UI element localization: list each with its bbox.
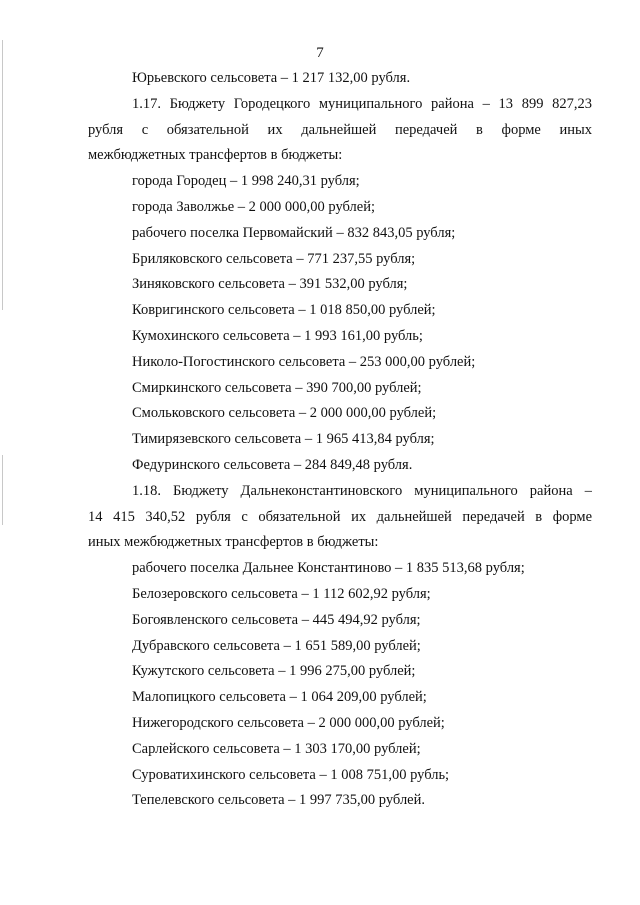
- list-item: Ковригинского сельсовета – 1 018 850,00 рублей;: [132, 302, 436, 319]
- section-1-18-list: [88, 556, 592, 814]
- section-1-18-line-1: 1.18. Бюджету Дальнеконстантиновского муниципального района –: [132, 482, 592, 499]
- section-1-17-line-3: межбюджетных трансфертов в бюджеты:: [88, 147, 343, 164]
- section-1-17-line-2: рубля с обязательной их дальнейшей передачей в форме иных: [88, 121, 592, 138]
- list-item: Сарлейского сельсовета – 1 303 170,00 рублей;: [132, 740, 421, 757]
- section-1-17-list: [88, 169, 592, 479]
- list-item: Зиняковского сельсовета – 391 532,00 рубля;: [132, 276, 408, 293]
- section-1-18-line-2: 14 415 340,52 рубля с обязательной их дальнейшей передачей в форме: [88, 508, 592, 525]
- list-item: города Заволжье – 2 000 000,00 рублей;: [132, 198, 376, 215]
- list-item: Кужутского сельсовета – 1 996 275,00 рублей;: [132, 663, 416, 680]
- list-item: Смольковского сельсовета – 2 000 000,00 рублей;: [132, 405, 437, 422]
- list-item: Николо-Погостинского сельсовета – 253 000,00 рублей;: [132, 353, 476, 370]
- list-item: Бриляковского сельсовета – 771 237,55 рубля;: [132, 250, 416, 267]
- list-item: Тимирязевского сельсовета – 1 965 413,84 рубля;: [132, 431, 435, 448]
- list-item: Кумохинского сельсовета – 1 993 161,00 рубль;: [132, 327, 423, 344]
- continuation-line: Юрьевского сельсовета – 1 217 132,00 рубля.: [132, 70, 411, 86]
- section-1-18: [88, 479, 592, 814]
- page-number: 7: [316, 45, 324, 61]
- section-1-18-line-3: иных межбюджетных трансфертов в бюджеты:: [88, 534, 379, 551]
- list-item: города Городец – 1 998 240,31 рубля;: [132, 173, 360, 190]
- list-item: рабочего поселка Первомайский – 832 843,05 рубля;: [132, 224, 456, 241]
- list-item: Федуринского сельсовета – 284 849,48 рубля.: [132, 456, 413, 473]
- section-1-17-line-1: 1.17. Бюджету Городецкого муниципального района – 13 899 827,23: [132, 95, 592, 112]
- list-item: рабочего поселка Дальнее Константиново – 1 835 513,68 рубля;: [132, 560, 525, 577]
- document-body: [88, 66, 592, 814]
- scan-edge-mark: [2, 40, 3, 310]
- list-item: Смиркинского сельсовета – 390 700,00 рублей;: [132, 379, 422, 396]
- list-item: Белозеровского сельсовета – 1 112 602,92 рубля;: [132, 585, 431, 602]
- list-item: Малопицкого сельсовета – 1 064 209,00 рублей;: [132, 689, 427, 706]
- list-item: Суроватихинского сельсовета – 1 008 751,00 рубль;: [132, 766, 450, 783]
- list-item: Дубравского сельсовета – 1 651 589,00 рублей;: [132, 637, 421, 654]
- list-item: Нижегородского сельсовета – 2 000 000,00 рублей;: [132, 714, 445, 731]
- list-item: Тепелевского сельсовета – 1 997 735,00 рублей.: [132, 792, 425, 809]
- list-item: Богоявленского сельсовета – 445 494,92 рубля;: [132, 611, 421, 628]
- section-1-17: [88, 92, 592, 479]
- scan-edge-mark: [2, 455, 3, 525]
